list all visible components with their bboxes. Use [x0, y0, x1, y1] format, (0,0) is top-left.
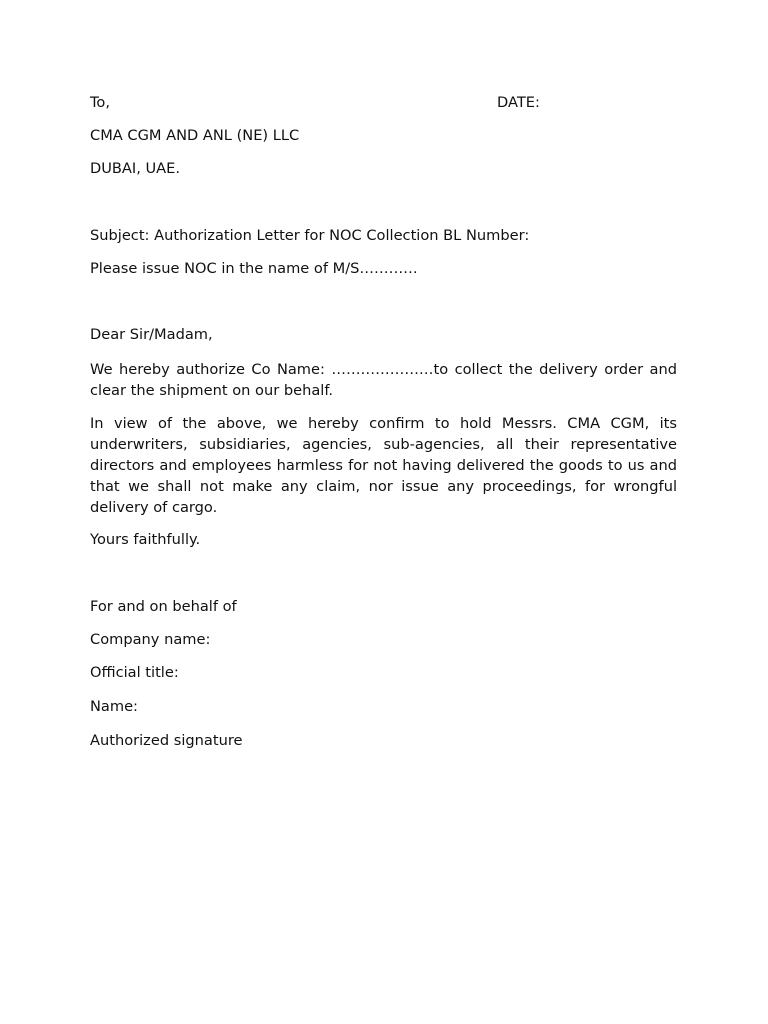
- recipient-name: CMA CGM AND ANL (NE) LLC: [90, 127, 300, 144]
- date-label: DATE:: [497, 94, 540, 111]
- signature-label: Authorized signature: [90, 732, 243, 749]
- to-label: To,: [90, 94, 111, 111]
- subject-line: Subject: Authorization Letter for NOC Collection BL Number:: [90, 227, 530, 244]
- authorization-paragraph: We hereby authorize Co Name: …………………to collect the delivery order and clear the shipment on our behalf.: [90, 361, 677, 399]
- indemnity-paragraph: In view of the above, we hereby confirm to hold Messrs. CMA CGM, its underwriters, subsidiaries, agencies, sub-agencies, all their representative directors and employees harmless for not having delivered the goods to us and that we shall not make any claim, nor issue any proceedings, for wrongful delivery of cargo.: [90, 415, 677, 516]
- company-name-label: Company name:: [90, 631, 211, 648]
- official-title-label: Official title:: [90, 664, 179, 681]
- closing: Yours faithfully.: [90, 531, 201, 548]
- recipient-address: DUBAI, UAE.: [90, 160, 181, 177]
- name-label: Name:: [90, 698, 138, 715]
- salutation: Dear Sir/Madam,: [90, 326, 213, 343]
- behalf-line: For and on behalf of: [90, 598, 237, 615]
- issue-noc-line: Please issue NOC in the name of M/S…………: [90, 260, 418, 277]
